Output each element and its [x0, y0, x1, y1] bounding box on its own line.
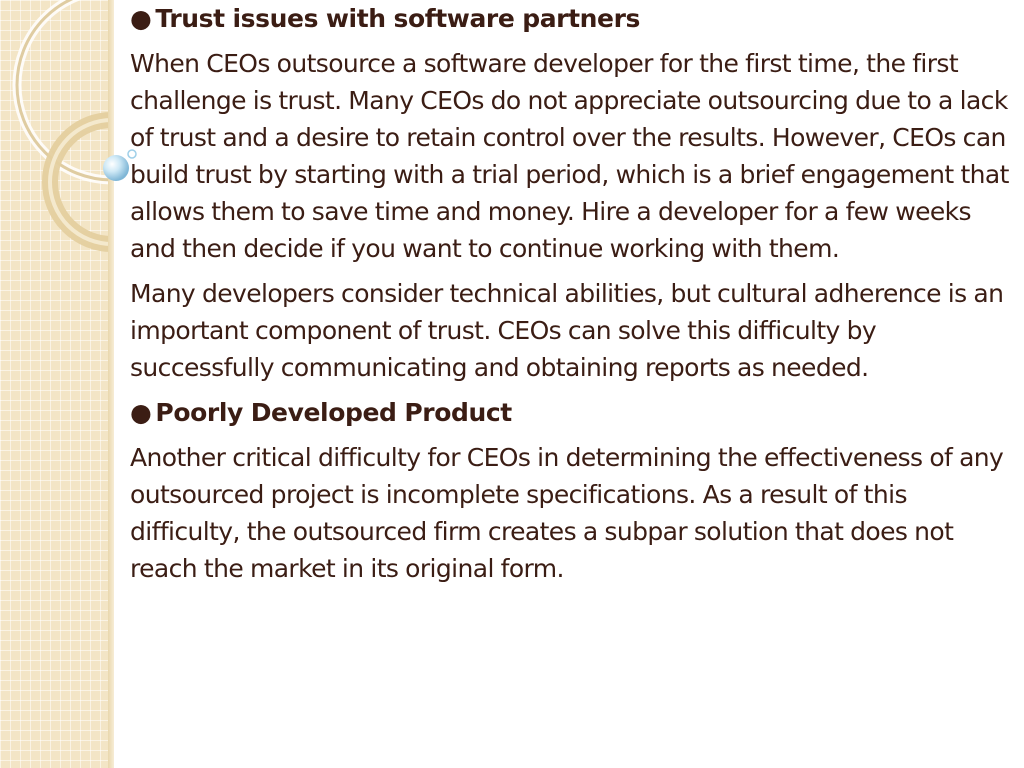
paragraph: Many developers consider technical abilities, but cultural adherence is an important component of trust. CEOs can solve this difficulty by successfully communicating and obtaining reports as needed. [130, 279, 1004, 382]
slide-content [130, 0, 1018, 587]
bead-graphic [0, 0, 140, 200]
section-heading [130, 394, 1018, 431]
bullet: ● [130, 398, 152, 427]
section-heading [130, 0, 1018, 37]
heading-text: Poorly Developed Product [155, 398, 512, 427]
large-bead-icon [103, 155, 129, 181]
bullet: ● [130, 4, 152, 33]
paragraph: Another critical difficulty for CEOs in determining the effectiveness of any outsourced project is incomplete specifications. As a result of this difficulty, the outsourced firm creates a subpar solution that does not reach the market in its original form. [130, 443, 1004, 583]
heading-text: Trust issues with software partners [155, 4, 641, 33]
paragraph: When CEOs outsource a software developer for the first time, the first challenge is trust. Many CEOs do not appreciate outsourcing due to a lack of trust and a desire to retain control over the results. However, CEOs can build trust by starting with a trial period, which is a brief engagement that allows them to save time and money. Hire a developer for a few weeks and then decide if you want to continue working with them. [130, 49, 1009, 263]
